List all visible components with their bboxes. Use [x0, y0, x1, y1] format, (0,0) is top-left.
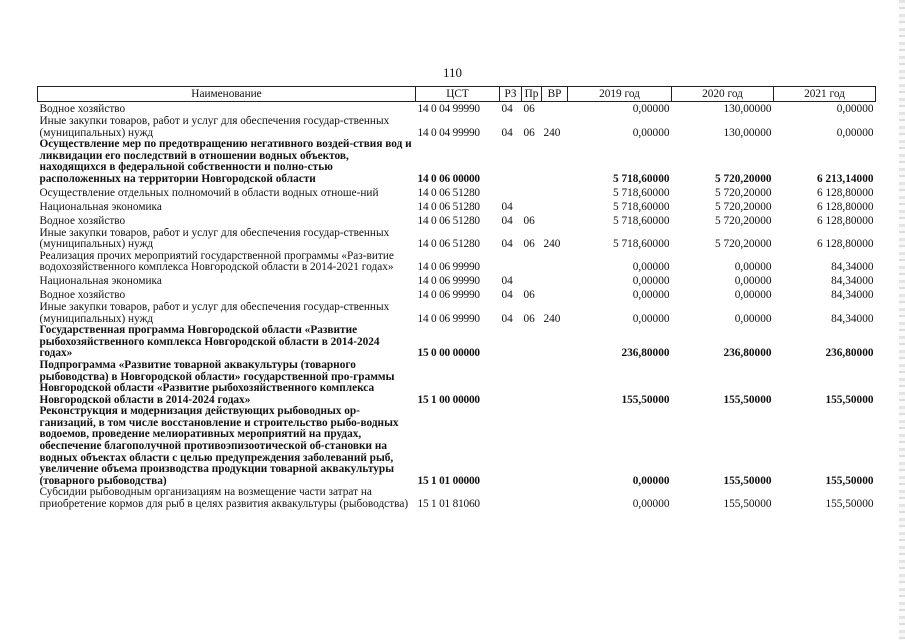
- row-name: Подпрограмма «Развитие товарной аквакультуры (товарного рыбоводства) в Новгородской области» государственной про-граммы Новгородской области «Развитие рыбохозяйственного комплекса Новгородской области в 2014-2024 годах»: [39, 359, 395, 406]
- row-rz: 04: [501, 103, 513, 116]
- row-vr: [542, 139, 568, 185]
- row-pr: [522, 186, 542, 200]
- header-cst: ЦСТ: [416, 87, 500, 102]
- table-row: [38, 302, 876, 325]
- row-cst: 15 1 01 81060: [417, 498, 480, 511]
- table-row: [38, 325, 876, 360]
- row-name: Реконструкция и модернизация действующих рыбоводных ор-ганизаций, в том числе восстановление и строительство рыбо-водных водоемов, проведение мелиоративных мероприятий на прудах, обеспечение благополучной противоэпизоотической об-становки на водных объектах области с целью предупреждения заболеваний рыб, увеличение объема производства продукции товарной аквакультуры (товарного рыбоводства): [39, 406, 399, 487]
- row-name: Осуществление мер по предотвращению негативного воздей-ствия вод и ликвидации его последствий в отношении водных объектов, находящихся в федеральной собственности и полно-стью расположенных на территории Новгородской области: [39, 139, 412, 185]
- row-pr: [522, 251, 542, 274]
- row-rz: 04: [501, 214, 513, 227]
- row-2020: 155,50000: [723, 498, 772, 511]
- header-2019: 2019 год: [568, 87, 672, 102]
- row-name: Водное хозяйство: [39, 103, 126, 116]
- row-2019: 5 718,60000: [613, 186, 670, 199]
- row-cst: 14 0 06 51280: [417, 214, 480, 227]
- row-rz: 04: [501, 238, 513, 251]
- row-2019: 0,00000: [632, 312, 670, 325]
- row-name: Водное хозяйство: [39, 289, 126, 302]
- row-rz: 04: [501, 289, 513, 302]
- row-pr: 06: [523, 214, 535, 227]
- row-pr: [522, 139, 542, 185]
- row-2020: 5 720,20000: [715, 214, 772, 227]
- row-2019: 0,00000: [632, 275, 670, 288]
- row-name: Иные закупки товаров, работ и услуг для обеспечения государ-ственных (муниципальных) нужд: [39, 227, 390, 251]
- table-row: [38, 186, 876, 200]
- table-header-row: [38, 87, 876, 102]
- row-rz: 04: [501, 275, 513, 288]
- row-vr: [542, 186, 568, 200]
- header-vr: ВР: [542, 87, 568, 102]
- row-cst: 14 0 06 51280: [417, 238, 480, 251]
- header-2021: 2021 год: [774, 87, 876, 102]
- row-pr: 06: [523, 238, 535, 251]
- row-name: Национальная экономика: [39, 200, 162, 213]
- row-cst: 14 0 04 99990: [417, 103, 480, 116]
- row-rz: 04: [501, 200, 513, 213]
- row-vr: 240: [543, 126, 561, 139]
- row-vr: [542, 214, 568, 228]
- row-2019: 0,00000: [632, 126, 670, 139]
- row-vr: [542, 325, 568, 360]
- row-pr: [522, 200, 542, 214]
- row-cst: 14 0 06 99990: [417, 289, 480, 302]
- row-2019: 5 718,60000: [613, 200, 670, 213]
- row-2020: 5 720,20000: [715, 172, 772, 185]
- row-2019: 5 718,60000: [613, 238, 670, 251]
- row-rz: [500, 360, 522, 406]
- row-2021: 6 128,80000: [817, 214, 874, 227]
- row-2019: 236,80000: [621, 347, 670, 360]
- row-2021: 84,34000: [831, 261, 874, 274]
- row-2021: 155,50000: [825, 393, 874, 406]
- row-cst: 15 1 01 00000: [417, 474, 480, 487]
- row-2021: 6 128,80000: [817, 200, 874, 213]
- row-rz: [500, 251, 522, 274]
- row-rz: [500, 406, 522, 487]
- row-2021: 84,34000: [831, 289, 874, 302]
- row-2020: 0,00000: [734, 312, 772, 325]
- table-row: [38, 251, 876, 274]
- row-vr: 240: [543, 238, 561, 251]
- row-vr: [542, 360, 568, 406]
- table-row: [38, 288, 876, 302]
- row-name: Национальная экономика: [39, 275, 162, 288]
- row-2020: 0,00000: [734, 289, 772, 302]
- row-vr: [542, 406, 568, 487]
- row-pr: [522, 274, 542, 288]
- row-cst: 14 0 06 51280: [417, 186, 480, 199]
- row-name: Иные закупки товаров, работ и услуг для обеспечения государ-ственных (муниципальных) нужд: [39, 116, 390, 139]
- row-cst: 14 0 06 00000: [417, 172, 480, 185]
- row-pr: 06: [523, 289, 535, 302]
- table-row: [38, 102, 876, 117]
- row-vr: [542, 251, 568, 274]
- row-2021: 6 128,80000: [817, 238, 874, 251]
- scan-edge-artifact: [899, 0, 905, 640]
- table-row: [38, 274, 876, 288]
- row-2021: 0,00000: [836, 126, 874, 139]
- row-vr: [542, 487, 568, 510]
- row-pr: 06: [523, 126, 535, 139]
- row-2020: 155,50000: [723, 393, 772, 406]
- row-name: Осуществление отдельных полномочий в области водных отноше-ний: [39, 186, 379, 199]
- row-2021: 0,00000: [836, 103, 874, 116]
- row-2021: 84,34000: [831, 312, 874, 325]
- row-rz: [500, 325, 522, 360]
- row-2020: 0,00000: [734, 275, 772, 288]
- row-name: Водное хозяйство: [39, 214, 126, 227]
- row-2019: 0,00000: [632, 474, 670, 487]
- row-2019: 0,00000: [632, 498, 670, 511]
- row-vr: [542, 274, 568, 288]
- row-name: Реализация прочих мероприятий государственной программы «Раз-витие водохозяйственного комплекса Новгородской области в 2014-2021 годах»: [39, 250, 394, 274]
- row-2019: 0,00000: [632, 261, 670, 274]
- row-2021: 155,50000: [825, 474, 874, 487]
- row-2020: 130,00000: [723, 103, 772, 116]
- row-2019: 0,00000: [632, 289, 670, 302]
- page-number: 110: [442, 65, 463, 80]
- header-2020: 2020 год: [672, 87, 774, 102]
- row-name: Иные закупки товаров, работ и услуг для обеспечения государ-ственных (муниципальных) нужд: [39, 301, 390, 325]
- row-cst: 14 0 06 99990: [417, 275, 480, 288]
- row-pr: 06: [523, 103, 535, 116]
- table-row: [38, 139, 876, 185]
- table-row: [38, 200, 876, 214]
- row-cst: 14 0 06 51280: [417, 200, 480, 213]
- row-2020: 5 720,20000: [715, 238, 772, 251]
- row-cst: 14 0 06 99990: [417, 312, 480, 325]
- row-vr: [542, 288, 568, 302]
- row-2020: 0,00000: [734, 261, 772, 274]
- row-name: Государственная программа Новгородской области «Развитие рыбохозяйственного комплекса Новгородской области в 2014-2024 годах»: [39, 325, 380, 360]
- budget-table: [37, 86, 876, 511]
- row-2019: 155,50000: [621, 393, 670, 406]
- row-rz: [500, 487, 522, 510]
- row-vr: [542, 200, 568, 214]
- row-2019: 5 718,60000: [613, 172, 670, 185]
- row-vr: [542, 102, 568, 117]
- row-name: Субсидии рыбоводным организациям на возмещение части затрат на приобретение кормов для рыб в целях развития аквакультуры (рыбоводства): [39, 487, 409, 511]
- row-pr: [522, 406, 542, 487]
- header-name: Наименование: [38, 87, 416, 102]
- row-2020: 5 720,20000: [715, 186, 772, 199]
- row-cst: 14 0 06 99990: [417, 261, 480, 274]
- row-2020: 155,50000: [723, 474, 772, 487]
- table-row: [38, 406, 876, 487]
- row-cst: 15 1 00 00000: [417, 393, 480, 406]
- table-row: [38, 214, 876, 228]
- row-cst: 15 0 00 00000: [417, 347, 480, 360]
- row-pr: 06: [523, 312, 535, 325]
- row-2020: 236,80000: [723, 347, 772, 360]
- row-rz: [500, 139, 522, 185]
- row-cst: 14 0 04 99990: [417, 126, 480, 139]
- row-2021: 6 213,14000: [817, 172, 874, 185]
- row-2021: 155,50000: [825, 498, 874, 511]
- row-vr: 240: [543, 312, 561, 325]
- row-2019: 5 718,60000: [613, 214, 670, 227]
- row-pr: [522, 325, 542, 360]
- row-2021: 84,34000: [831, 275, 874, 288]
- row-rz: [500, 186, 522, 200]
- table-row: [38, 360, 876, 406]
- header-rz: РЗ: [500, 87, 522, 102]
- row-pr: [522, 487, 542, 510]
- row-2020: 130,00000: [723, 126, 772, 139]
- row-rz: 04: [501, 312, 513, 325]
- row-pr: [522, 360, 542, 406]
- row-2021: 6 128,80000: [817, 186, 874, 199]
- row-2019: 0,00000: [632, 103, 670, 116]
- table-row: [38, 487, 876, 510]
- table-row: [38, 228, 876, 251]
- row-2021: 236,80000: [825, 347, 874, 360]
- row-rz: 04: [501, 126, 513, 139]
- table-row: [38, 116, 876, 139]
- row-2020: 5 720,20000: [715, 200, 772, 213]
- header-pr: Пр: [522, 87, 542, 102]
